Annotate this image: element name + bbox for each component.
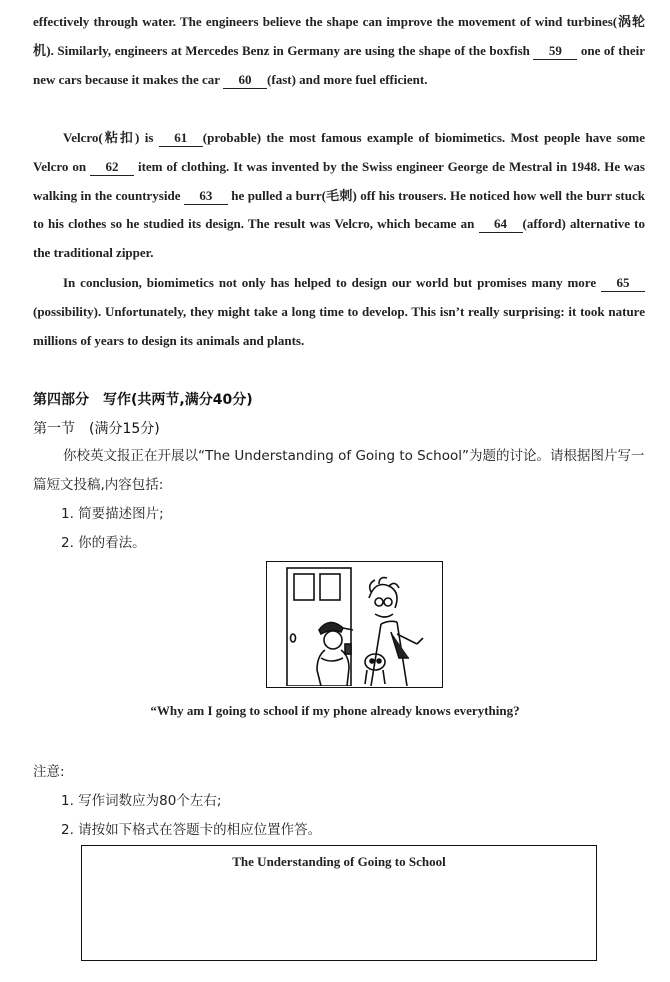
instruction-item-2: 2. 你的看法。 <box>61 535 146 551</box>
answer-box-title: The Understanding of Going to School <box>232 854 446 869</box>
instruction-item-1: 1. 简要描述图片; <box>61 506 164 522</box>
blank-60[interactable]: 60 <box>223 72 267 89</box>
writing-instructions <box>33 442 645 558</box>
passage-paragraph-3: In conclusion, biomimetics not only has helped to design our world but promises many more 65(possibility). Unfortunately, they might take a long time to develop. This isn’t really surprising: it took nature millions of years to design its animals and plants. <box>33 275 645 348</box>
note-item-2: 2. 请按如下格式在答题卡的相应位置作答。 <box>61 822 322 838</box>
notes-heading: 注意: <box>33 764 65 780</box>
passage-paragraph-2: Velcro(粘扣) is 61 (probable) the most famous example of biomimetics. Most people have some Velcro on 62 item of clothing. It was invented by the Swiss engineer George de Mestral in 1948. He was walking in the countryside 63 he pulled a burr(毛刺) off his trousers. He noticed how well the burr stuck to his clothes so he studied its design. The result was Velcro, which became an 64 (afford) alternative to the traditional zipper. <box>33 130 645 261</box>
notes-section <box>33 758 645 845</box>
instruction-text: 你校英文报正在开展以“The Understanding of Going to School”为题的讨论。请根据图片写一篇短文投稿,内容包括: <box>33 448 645 493</box>
blank-62[interactable]: 62 <box>90 159 134 176</box>
answer-box[interactable] <box>81 845 597 961</box>
section-heading: 第一节 (满分15分) <box>33 421 160 437</box>
part-heading: 第四部分 写作(共两节,满分40分) <box>33 392 253 408</box>
blank-63[interactable]: 63 <box>184 188 228 205</box>
blank-65[interactable]: 65 <box>601 275 645 292</box>
blank-64[interactable]: 64 <box>479 216 523 233</box>
note-item-1: 1. 写作词数应为80个左右; <box>61 793 222 809</box>
blank-59[interactable]: 59 <box>533 43 577 60</box>
cartoon-caption: “Why am I going to school if my phone already knows everything? <box>150 703 520 718</box>
passage-paragraph-1: effectively through water. The engineers believe the shape can improve the movement of wind turbines(涡轮机). Similarly, engineers at Mercedes Benz in Germany are using the shape of the boxfish 59 one of their new cars because it makes the car 60 (fast) and more fuel efficient. <box>33 14 645 87</box>
blank-61[interactable]: 61 <box>159 130 203 147</box>
cartoon-image <box>266 561 443 688</box>
